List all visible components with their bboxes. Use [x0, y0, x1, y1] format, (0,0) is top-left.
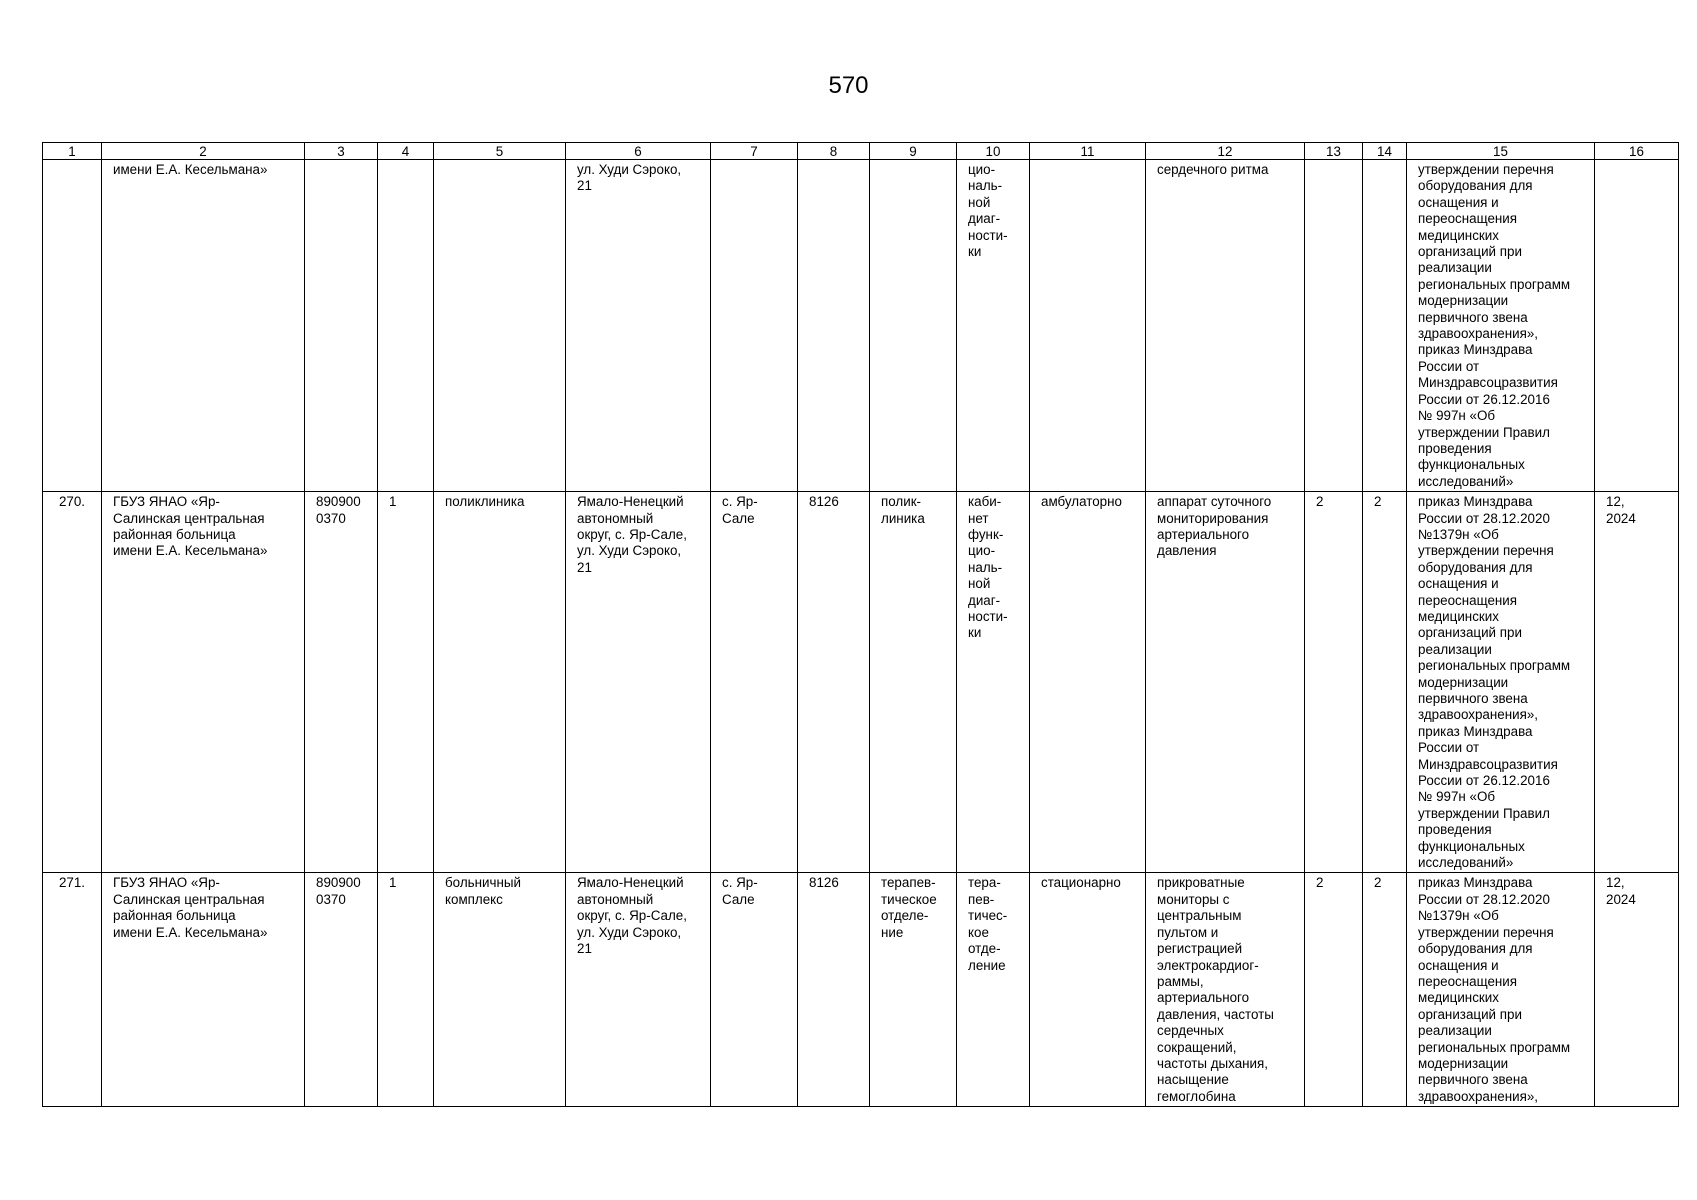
row-number-cell: 270. — [43, 492, 102, 873]
col-header: 8 — [798, 143, 870, 160]
unit-cell: тера- пев- тичес- кое отде- ление — [957, 873, 1030, 1107]
deadline-cell — [1595, 160, 1679, 492]
col-header: 2 — [102, 143, 305, 160]
quantity-cell: 2 — [1305, 492, 1363, 873]
col-header: 6 — [566, 143, 711, 160]
code-8-cell — [798, 160, 870, 492]
count-cell: 1 — [378, 873, 434, 1107]
address-cell: Ямало-Ненецкий автономный округ, с. Яр-Сале, ул. Худи Сэроко, 21 — [566, 492, 711, 873]
organization-cell: ГБУЗ ЯНАО «Яр- Салинская центральная районная больница имени Е.А. Кесельмана» — [102, 873, 305, 1107]
quantity-cell: 2 — [1305, 873, 1363, 1107]
row-number-cell — [43, 160, 102, 492]
organization-cell: ГБУЗ ЯНАО «Яр- Салинская центральная районная больница имени Е.А. Кесельмана» — [102, 492, 305, 873]
col-header: 16 — [1595, 143, 1679, 160]
care-conditions-cell: стационарно — [1030, 873, 1146, 1107]
col-header: 3 — [305, 143, 378, 160]
col-header: 5 — [434, 143, 566, 160]
unit-cell: цио- наль- ной диаг- ности- ки — [957, 160, 1030, 492]
table-row — [43, 492, 1679, 873]
facility-type-cell — [434, 160, 566, 492]
regulation-cell: приказ Минздрава России от 28.12.2020 №1379н «Об утверждении перечня оборудования для оснащения и переоснащения медицинских организаций при реализации региональных программ модернизации первичного звена здравоохранения», приказ Минздрава России от Минздравсоцразвития России от 26.12.2016 № 997н «Об утверждении Правил проведения функциональных исследований» — [1407, 492, 1595, 873]
unit-cell: каби- нет функ- цио- наль- ной диаг- ности- ки — [957, 492, 1030, 873]
count-cell — [378, 160, 434, 492]
locality-cell: с. Яр- Сале — [711, 873, 798, 1107]
row-number-cell: 271. — [43, 873, 102, 1107]
col-header: 13 — [1305, 143, 1363, 160]
table-row — [43, 160, 1679, 492]
department-cell: полик- линика — [870, 492, 957, 873]
quantity-cell: 2 — [1363, 873, 1407, 1107]
col-header: 1 — [43, 143, 102, 160]
address-cell: ул. Худи Сэроко, 21 — [566, 160, 711, 492]
table-row — [43, 873, 1679, 1107]
equipment-table — [42, 142, 1679, 1107]
code-8-cell: 8126 — [798, 873, 870, 1107]
col-header: 7 — [711, 143, 798, 160]
equipment-cell: сердечного ритма — [1146, 160, 1305, 492]
facility-type-cell: поликлиника — [434, 492, 566, 873]
care-conditions-cell: амбулаторно — [1030, 492, 1146, 873]
col-header: 10 — [957, 143, 1030, 160]
deadline-cell: 12, 2024 — [1595, 492, 1679, 873]
quantity-cell — [1305, 160, 1363, 492]
regulation-cell: приказ Минздрава России от 28.12.2020 №1379н «Об утверждении перечня оборудования для оснащения и переоснащения медицинских организаций при реализации региональных программ модернизации первичного звена здравоохранения», — [1407, 873, 1595, 1107]
equipment-cell: аппарат суточного мониторирования артериального давления — [1146, 492, 1305, 873]
quantity-cell: 2 — [1363, 492, 1407, 873]
deadline-cell: 12, 2024 — [1595, 873, 1679, 1107]
department-cell: терапев- тическое отделе- ние — [870, 873, 957, 1107]
code-8-cell: 8126 — [798, 492, 870, 873]
facility-type-cell: больничный комплекс — [434, 873, 566, 1107]
code-cell: 890900 0370 — [305, 873, 378, 1107]
code-cell — [305, 160, 378, 492]
quantity-cell — [1363, 160, 1407, 492]
address-cell: Ямало-Ненецкий автономный округ, с. Яр-Сале, ул. Худи Сэроко, 21 — [566, 873, 711, 1107]
col-header: 9 — [870, 143, 957, 160]
code-cell: 890900 0370 — [305, 492, 378, 873]
locality-cell — [711, 160, 798, 492]
header-row — [43, 143, 1679, 160]
locality-cell: с. Яр- Сале — [711, 492, 798, 873]
count-cell: 1 — [378, 492, 434, 873]
col-header: 4 — [378, 143, 434, 160]
regulation-cell: утверждении перечня оборудования для оснащения и переоснащения медицинских организаций при реализации региональных программ модернизации первичного звена здравоохранения», приказ Минздрава России от Минздравсоцразвития России от 26.12.2016 № 997н «Об утверждении Правил проведения функциональных исследований» — [1407, 160, 1595, 492]
care-conditions-cell — [1030, 160, 1146, 492]
col-header: 12 — [1146, 143, 1305, 160]
col-header: 14 — [1363, 143, 1407, 160]
equipment-cell: прикроватные мониторы с центральным пультом и регистрацией электрокардиог- раммы, артериального давления, частоты сердечных сокращений, частоты дыхания, насыщение гемоглобина — [1146, 873, 1305, 1107]
organization-cell: имени Е.А. Кесельмана» — [102, 160, 305, 492]
col-header: 15 — [1407, 143, 1595, 160]
col-header: 11 — [1030, 143, 1146, 160]
page-number: 570 — [828, 72, 869, 99]
department-cell — [870, 160, 957, 492]
